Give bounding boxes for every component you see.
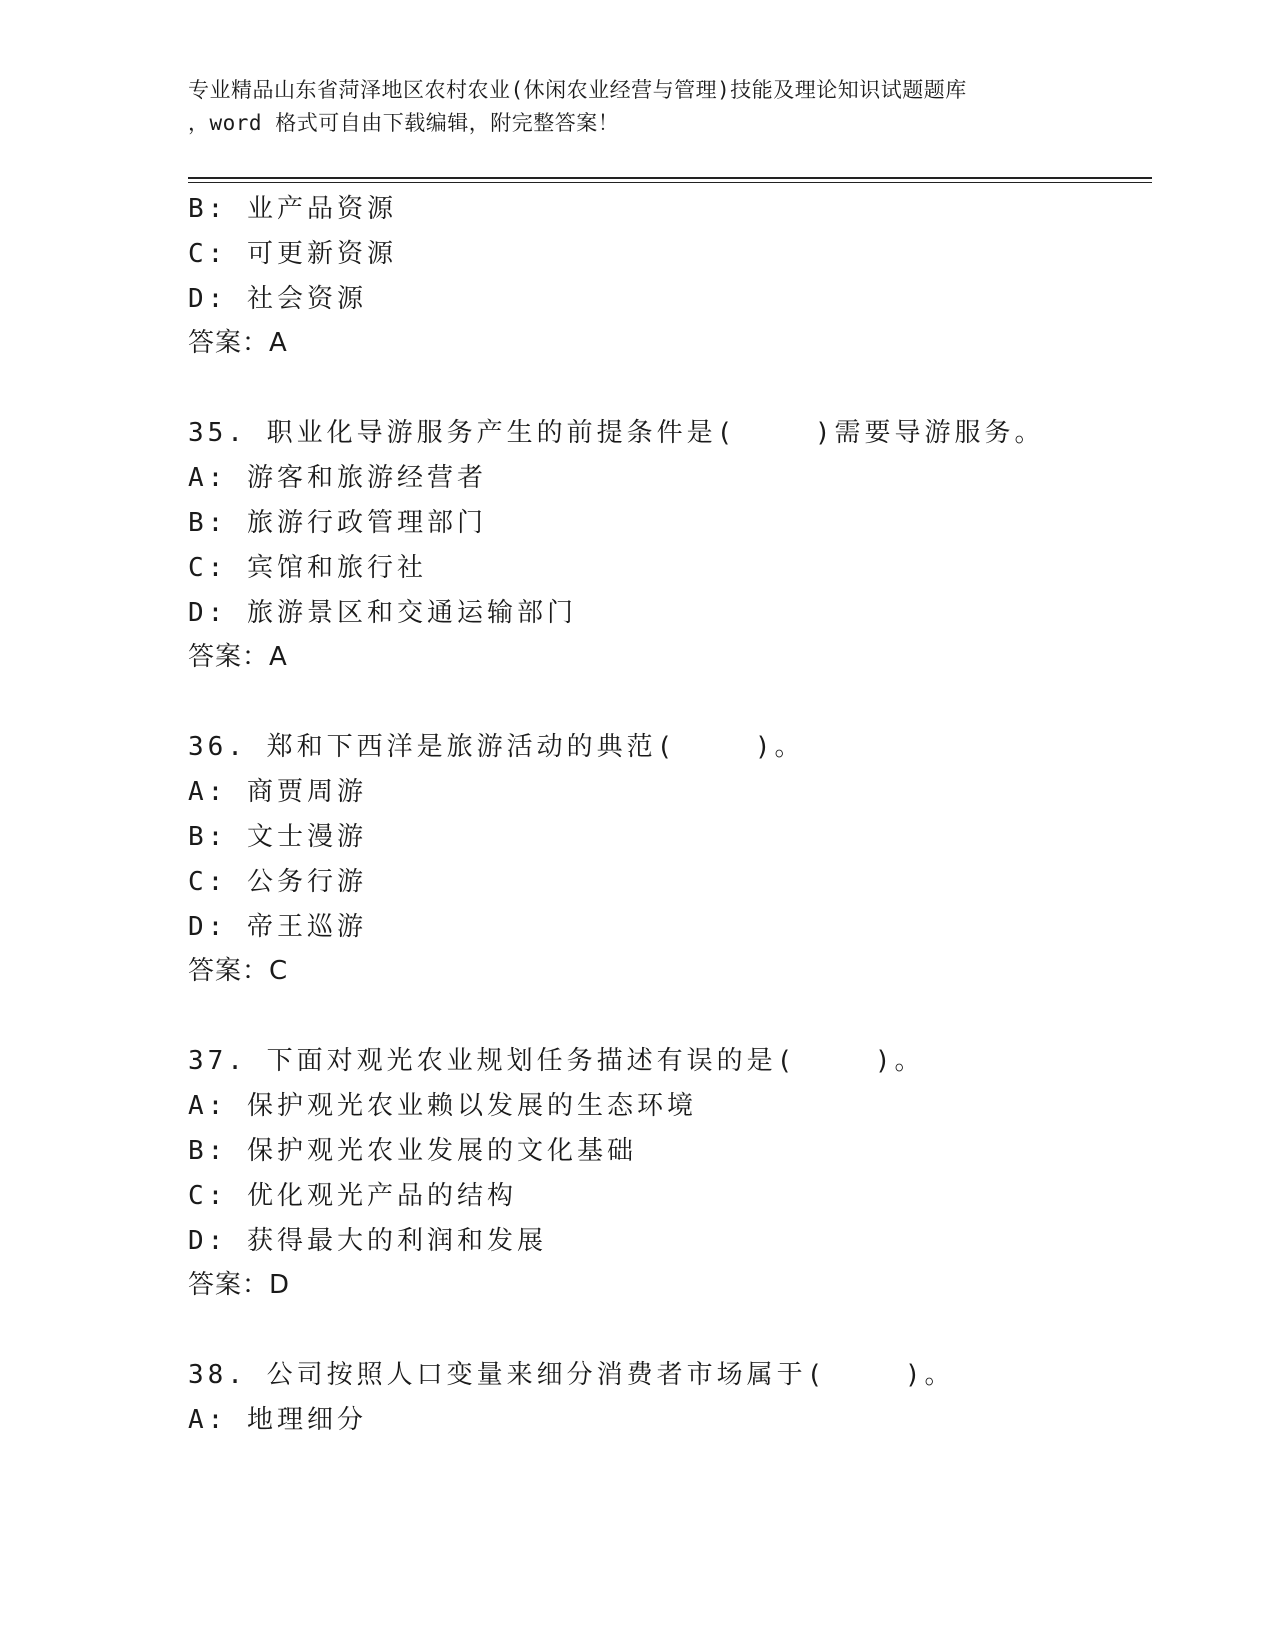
header-divider-thin [188,182,1152,183]
question-37-option-b: B: 保护观光农业发展的文化基础 [188,1136,637,1166]
question-37-option-d: D: 获得最大的利润和发展 [188,1226,547,1256]
carryover-answer: 答案：A [188,328,288,358]
carryover-option-b: B: 业产品资源 [188,194,397,224]
question-37-option-a: A: 保护观光农业赖以发展的生态环境 [188,1091,697,1121]
question-36-answer: 答案：C [188,956,289,986]
question-35-option-c: C: 宾馆和旅行社 [188,553,427,583]
question-35-option-b: B: 旅游行政管理部门 [188,508,487,538]
question-37-stem: 37. 下面对观光农业规划任务描述有误的是( )。 [188,1046,925,1076]
question-35-stem: 35. 职业化导游服务产生的前提条件是( )需要导游服务。 [188,418,1045,448]
question-35-option-d: D: 旅游景区和交通运输部门 [188,598,577,628]
question-36-option-b: B: 文士漫游 [188,822,367,852]
header-divider-thick [188,177,1152,179]
carryover-option-c: C: 可更新资源 [188,239,397,269]
question-37-option-c: C: 优化观光产品的结构 [188,1181,517,1211]
carryover-option-d: D: 社会资源 [188,284,367,314]
question-35-option-a: A: 游客和旅游经营者 [188,463,487,493]
header-title-line: 专业精品山东省菏泽地区农村农业(休闲农业经营与管理)技能及理论知识试题题库 [188,78,967,102]
question-37-answer: 答案：D [188,1270,291,1300]
question-36-option-c: C: 公务行游 [188,867,367,897]
question-36-option-a: A: 商贾周游 [188,777,367,807]
header-subtitle-line: ，word 格式可自由下载编辑，附完整答案！ [188,111,620,135]
question-38-option-a: A: 地理细分 [188,1405,367,1435]
question-38-stem: 38. 公司按照人口变量来细分消费者市场属于( )。 [188,1360,955,1390]
question-36-stem: 36. 郑和下西洋是旅游活动的典范( )。 [188,732,805,762]
document-header [188,74,1088,140]
question-35-answer: 答案：A [188,642,288,672]
question-36-option-d: D: 帝王巡游 [188,912,367,942]
